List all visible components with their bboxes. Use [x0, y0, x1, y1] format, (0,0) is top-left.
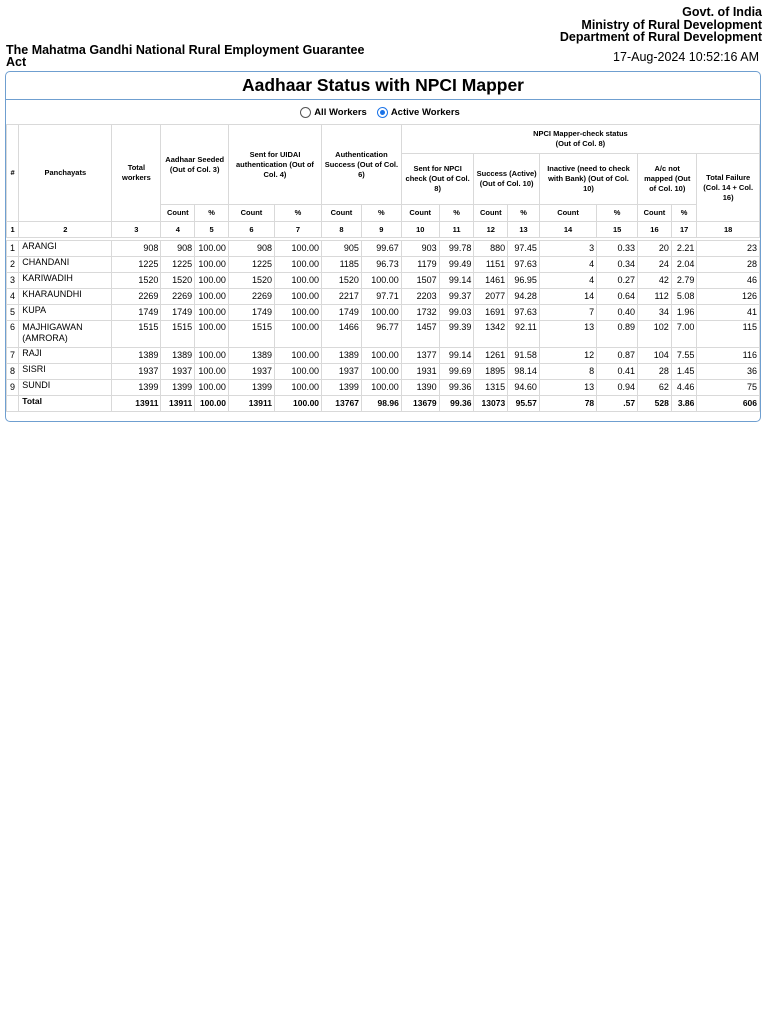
col-npci-group — [401, 125, 759, 154]
all-workers-radio[interactable] — [300, 107, 311, 118]
table-cell: 13911 — [161, 396, 195, 412]
col-total-failure: Total Failure (Col. 14 + Col. 16) — [697, 154, 760, 222]
table-cell: 13679 — [401, 396, 439, 412]
table-cell: 8 — [7, 364, 19, 380]
table-cell: 7 — [539, 305, 596, 321]
table-cell: 880 — [474, 241, 508, 257]
table-cell: 4 — [7, 289, 19, 305]
table-cell: 78 — [539, 396, 596, 412]
table-cell: 0.87 — [597, 348, 638, 364]
table-cell: 99.14 — [439, 348, 474, 364]
table-cell: 99.14 — [439, 273, 474, 289]
table-cell: 1749 — [228, 305, 274, 321]
subheader-pct: % — [439, 205, 474, 222]
table-row — [7, 305, 760, 321]
table-cell: 100.00 — [361, 364, 401, 380]
table-cell: 606 — [697, 396, 760, 412]
column-number: 5 — [195, 222, 229, 238]
subheader-count: Count — [228, 205, 274, 222]
npci-group-title: NPCI Mapper-check status — [533, 129, 628, 138]
table-cell: 104 — [638, 348, 672, 364]
table-cell: 2.04 — [671, 257, 697, 273]
col-inactive: Inactive (need to check with Bank) (Out of Col. 10) — [539, 154, 637, 205]
column-number: 9 — [361, 222, 401, 238]
column-number: 14 — [539, 222, 596, 238]
table-cell: 1457 — [401, 321, 439, 348]
table-cell: 1515 — [228, 321, 274, 348]
table-cell: 100.00 — [361, 348, 401, 364]
table-cell: 100.00 — [361, 273, 401, 289]
table-cell: 1515 — [112, 321, 161, 348]
table-cell: 1377 — [401, 348, 439, 364]
col-total-workers: Total workers — [112, 125, 161, 222]
subheader-pct: % — [671, 205, 697, 222]
table-cell: 94.60 — [508, 380, 540, 396]
table-cell: 14 — [539, 289, 596, 305]
table-cell: 1151 — [474, 257, 508, 273]
column-number: 17 — [671, 222, 697, 238]
table-cell: 13911 — [228, 396, 274, 412]
table-cell: 96.73 — [361, 257, 401, 273]
table-cell: 1399 — [322, 380, 362, 396]
table-cell: 1937 — [161, 364, 195, 380]
panchayat-name-cell: CHANDANI — [19, 257, 112, 273]
table-cell: 126 — [697, 289, 760, 305]
table-cell: 23 — [697, 241, 760, 257]
worker-filter — [6, 100, 760, 124]
table-cell: 100.00 — [274, 396, 321, 412]
table-cell: 46 — [697, 273, 760, 289]
table-cell: 1937 — [112, 364, 161, 380]
subheader-count: Count — [322, 205, 362, 222]
table-cell: 92.11 — [508, 321, 540, 348]
table-row — [7, 380, 760, 396]
table-cell: 4 — [539, 257, 596, 273]
subheader-count: Count — [401, 205, 439, 222]
all-workers-label: All Workers — [314, 106, 367, 118]
column-number: 4 — [161, 222, 195, 238]
table-cell: 7.55 — [671, 348, 697, 364]
table-cell: 95.57 — [508, 396, 540, 412]
table-cell: 99.67 — [361, 241, 401, 257]
table-cell: 100.00 — [195, 305, 229, 321]
subheader-count: Count — [638, 205, 672, 222]
table-cell: 4.46 — [671, 380, 697, 396]
table-cell: 98.96 — [361, 396, 401, 412]
total-row — [7, 396, 760, 412]
table-cell: 2.79 — [671, 273, 697, 289]
table-cell: 1389 — [112, 348, 161, 364]
table-cell: 1749 — [161, 305, 195, 321]
panchayat-name-cell: KARIWADIH — [19, 273, 112, 289]
table-cell: 100.00 — [274, 305, 321, 321]
column-number-row — [7, 222, 760, 238]
column-number: 7 — [274, 222, 321, 238]
table-cell: 0.33 — [597, 241, 638, 257]
table-cell: 908 — [112, 241, 161, 257]
table-cell: 100.00 — [361, 380, 401, 396]
table-cell: 1399 — [112, 380, 161, 396]
active-workers-radio[interactable] — [377, 107, 388, 118]
table-cell: 75 — [697, 380, 760, 396]
table-cell: 7.00 — [671, 321, 697, 348]
table-cell: 98.14 — [508, 364, 540, 380]
table-cell: 1 — [7, 241, 19, 257]
table-cell: 1179 — [401, 257, 439, 273]
table-cell: 1732 — [401, 305, 439, 321]
table-cell: 2 — [7, 257, 19, 273]
table-cell: 1520 — [322, 273, 362, 289]
table-cell: 100.00 — [274, 380, 321, 396]
table-cell: 13 — [539, 321, 596, 348]
table-cell: 1520 — [112, 273, 161, 289]
table-cell: 100.00 — [361, 305, 401, 321]
subheader-pct: % — [274, 205, 321, 222]
table-row — [7, 241, 760, 257]
table-cell: 100.00 — [195, 396, 229, 412]
table-cell: 9 — [7, 380, 19, 396]
table-cell: 1389 — [228, 348, 274, 364]
table-cell: 908 — [228, 241, 274, 257]
table-cell: 2269 — [112, 289, 161, 305]
table-cell: 0.41 — [597, 364, 638, 380]
table-cell: 100.00 — [195, 273, 229, 289]
column-number: 15 — [597, 222, 638, 238]
panchayat-name-cell: SISRI — [19, 364, 112, 380]
col-ac-not-mapped: A/c not mapped (Out of Col. 10) — [638, 154, 697, 205]
table-cell: 112 — [638, 289, 672, 305]
table-cell: 24 — [638, 257, 672, 273]
table-cell: 99.39 — [439, 321, 474, 348]
table-cell: .57 — [597, 396, 638, 412]
table-cell: 1342 — [474, 321, 508, 348]
all-workers-option[interactable] — [300, 107, 367, 118]
table-cell: 0.40 — [597, 305, 638, 321]
table-cell: 1749 — [322, 305, 362, 321]
page-title: Aadhaar Status with NPCI Mapper — [6, 72, 760, 100]
table-cell: 1520 — [228, 273, 274, 289]
column-number: 2 — [19, 222, 112, 238]
table-cell: 2203 — [401, 289, 439, 305]
table-cell: 7 — [7, 348, 19, 364]
table-cell: 1507 — [401, 273, 439, 289]
column-number: 6 — [228, 222, 274, 238]
table-cell: 0.34 — [597, 257, 638, 273]
table-cell: 1261 — [474, 348, 508, 364]
table-row — [7, 289, 760, 305]
table-cell: 100.00 — [195, 348, 229, 364]
table-cell: 20 — [638, 241, 672, 257]
table-cell: 13767 — [322, 396, 362, 412]
panchayat-name-cell: MAJHIGAWAN (AMRORA) — [19, 321, 112, 348]
panchayat-name-cell: ARANGI — [19, 241, 112, 257]
table-cell: 0.94 — [597, 380, 638, 396]
table-cell: 3 — [7, 273, 19, 289]
column-number: 13 — [508, 222, 540, 238]
table-cell: 908 — [161, 241, 195, 257]
table-row — [7, 348, 760, 364]
table-cell: 100.00 — [274, 289, 321, 305]
table-cell: 100.00 — [274, 241, 321, 257]
table-cell: 91.58 — [508, 348, 540, 364]
table-cell: 2217 — [322, 289, 362, 305]
govt-label: Govt. of India — [682, 5, 762, 19]
table-cell: 100.00 — [274, 348, 321, 364]
table-cell: 1520 — [161, 273, 195, 289]
table-cell: 13073 — [474, 396, 508, 412]
table-cell: 1225 — [161, 257, 195, 273]
table-cell: 99.78 — [439, 241, 474, 257]
table-cell: 13 — [539, 380, 596, 396]
table-cell: 1895 — [474, 364, 508, 380]
table-cell: 0.89 — [597, 321, 638, 348]
table-cell: 28 — [697, 257, 760, 273]
table-cell: 41 — [697, 305, 760, 321]
table-cell: 528 — [638, 396, 672, 412]
active-workers-label: Active Workers — [390, 106, 460, 118]
column-number: 11 — [439, 222, 474, 238]
department-label: Department of Rural Development — [559, 30, 762, 44]
table-cell: 1399 — [161, 380, 195, 396]
panchayat-name-cell: RAJI — [19, 348, 112, 364]
table-body — [7, 241, 760, 412]
table-cell: 6 — [7, 321, 19, 348]
table-cell: 2.21 — [671, 241, 697, 257]
subheader-count: Count — [161, 205, 195, 222]
table-cell: 99.36 — [439, 396, 474, 412]
table-cell: 1315 — [474, 380, 508, 396]
column-number: 1 — [7, 222, 19, 238]
table-cell: 34 — [638, 305, 672, 321]
table-cell: 2269 — [228, 289, 274, 305]
table-cell: 36 — [697, 364, 760, 380]
table-cell: 100.00 — [195, 380, 229, 396]
table-row — [7, 273, 760, 289]
subheader-pct: % — [195, 205, 229, 222]
table-cell: 3 — [539, 241, 596, 257]
header-right — [560, 6, 762, 44]
col-auth-success: Authentication Success (Out of Col. 6) — [322, 125, 402, 205]
panchayat-name-cell: KHARAUNDHI — [19, 289, 112, 305]
table-cell: 1937 — [228, 364, 274, 380]
table-cell: 2077 — [474, 289, 508, 305]
table-cell: 1225 — [228, 257, 274, 273]
ministry-label: Ministry of Rural Development — [581, 17, 762, 32]
table-cell: 0.27 — [597, 273, 638, 289]
subheader-pct: % — [597, 205, 638, 222]
table-cell: 100.00 — [195, 257, 229, 273]
table-cell: 1466 — [322, 321, 362, 348]
table-cell: 4 — [539, 273, 596, 289]
table-cell: 99.36 — [439, 380, 474, 396]
subheader-pct: % — [361, 205, 401, 222]
table-cell: 1390 — [401, 380, 439, 396]
subheader-count: Count — [474, 205, 508, 222]
table-cell: 905 — [322, 241, 362, 257]
table-cell: 99.69 — [439, 364, 474, 380]
active-workers-option[interactable] — [377, 107, 460, 118]
col-sl: # — [7, 125, 19, 222]
table-cell: 100.00 — [195, 241, 229, 257]
table-cell: 1691 — [474, 305, 508, 321]
table-cell: 100.00 — [195, 364, 229, 380]
column-number: 16 — [638, 222, 672, 238]
report-panel — [5, 71, 761, 422]
table-cell: 1937 — [322, 364, 362, 380]
table-cell: 1399 — [228, 380, 274, 396]
table-cell: 96.95 — [508, 273, 540, 289]
column-number: 12 — [474, 222, 508, 238]
col-success-active: Success (Active) (Out of Col. 10) — [474, 154, 539, 205]
table-cell: 115 — [697, 321, 760, 348]
timestamp: 17-Aug-2024 10:52:16 AM — [613, 50, 759, 64]
table-cell: 1461 — [474, 273, 508, 289]
table-cell: 97.45 — [508, 241, 540, 257]
table-cell: 97.63 — [508, 257, 540, 273]
subheader-pct: % — [508, 205, 540, 222]
act-title: The Mahatma Gandhi National Rural Employment Guarantee Act — [6, 43, 365, 69]
column-number: 10 — [401, 222, 439, 238]
table-row — [7, 321, 760, 348]
table-cell: 97.71 — [361, 289, 401, 305]
table-row — [7, 257, 760, 273]
table-cell: 2269 — [161, 289, 195, 305]
table-cell: 42 — [638, 273, 672, 289]
table-cell: 100.00 — [274, 321, 321, 348]
table-cell: 13911 — [112, 396, 161, 412]
table-cell: 96.77 — [361, 321, 401, 348]
column-number: 3 — [112, 222, 161, 238]
table-cell: 1.96 — [671, 305, 697, 321]
table-cell: 28 — [638, 364, 672, 380]
col-aadhaar-seeded: Aadhaar Seeded (Out of Col. 3) — [161, 125, 229, 205]
col-panchayats: Panchayats — [19, 125, 112, 222]
table-cell: 1389 — [161, 348, 195, 364]
col-sent-uidai: Sent for UIDAI authentication (Out of Col. 4) — [228, 125, 321, 205]
subheader-count: Count — [539, 205, 596, 222]
aadhaar-status-table — [6, 124, 760, 412]
table-cell: 1.45 — [671, 364, 697, 380]
col-sent-npci: Sent for NPCI check (Out of Col. 8) — [401, 154, 474, 205]
table-cell: 100.00 — [274, 273, 321, 289]
table-cell: 1225 — [112, 257, 161, 273]
table-cell: 62 — [638, 380, 672, 396]
table-cell — [7, 396, 19, 412]
table-cell: 99.03 — [439, 305, 474, 321]
column-number: 18 — [697, 222, 760, 238]
table-cell: 1515 — [161, 321, 195, 348]
table-cell: 100.00 — [274, 364, 321, 380]
table-cell: 100.00 — [274, 257, 321, 273]
table-cell: 5 — [7, 305, 19, 321]
table-cell: 94.28 — [508, 289, 540, 305]
table-cell: 3.86 — [671, 396, 697, 412]
table-row — [7, 364, 760, 380]
table-cell: 99.37 — [439, 289, 474, 305]
table-cell: 903 — [401, 241, 439, 257]
table-cell: 8 — [539, 364, 596, 380]
table-cell: 0.64 — [597, 289, 638, 305]
table-cell: 1931 — [401, 364, 439, 380]
table-cell: 1749 — [112, 305, 161, 321]
npci-group-sub: (Out of Col. 8) — [555, 139, 606, 148]
table-cell: 5.08 — [671, 289, 697, 305]
panchayat-name-cell: KUPA — [19, 305, 112, 321]
table-cell: 1389 — [322, 348, 362, 364]
table-cell: 116 — [697, 348, 760, 364]
table-cell: 100.00 — [195, 289, 229, 305]
table-cell: 102 — [638, 321, 672, 348]
table-cell: 100.00 — [195, 321, 229, 348]
table-cell: 97.63 — [508, 305, 540, 321]
panchayat-name-cell: Total — [19, 396, 112, 412]
table-cell: 12 — [539, 348, 596, 364]
table-cell: 1185 — [322, 257, 362, 273]
panchayat-name-cell: SUNDI — [19, 380, 112, 396]
column-number: 8 — [322, 222, 362, 238]
table-cell: 99.49 — [439, 257, 474, 273]
